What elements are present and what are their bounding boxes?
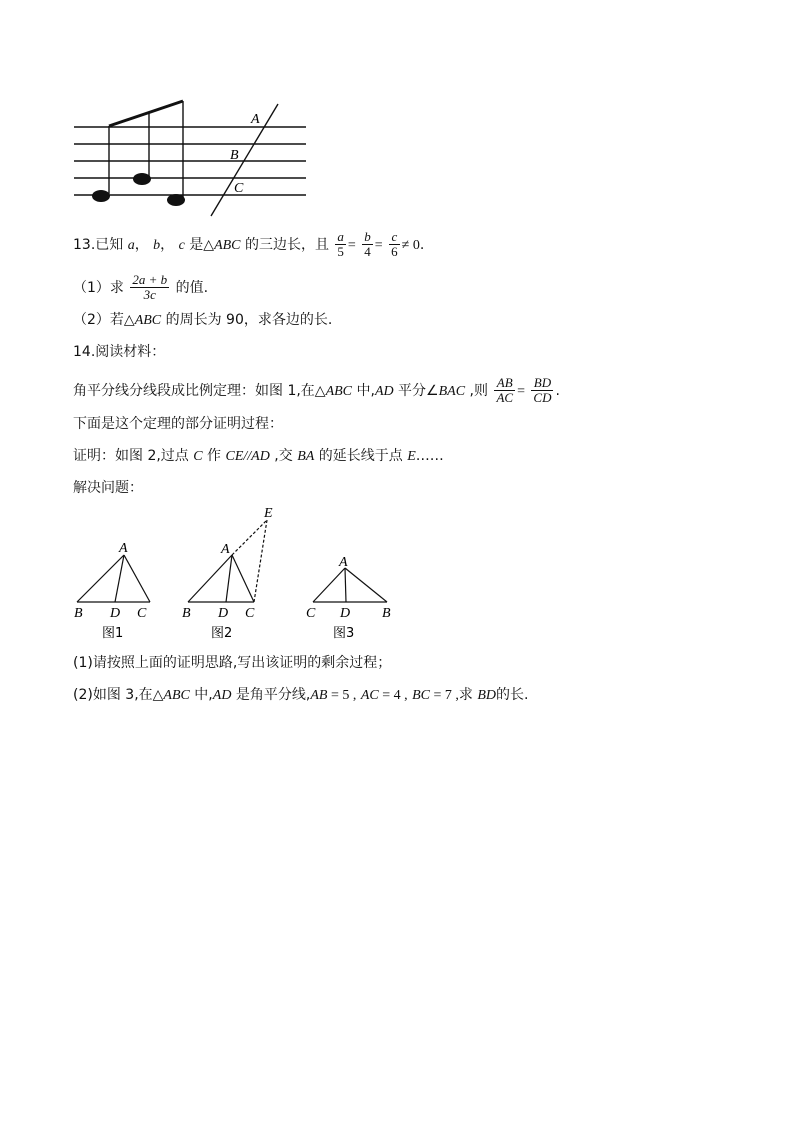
segment-bc: BC [412,688,430,703]
fraction-b-4 [362,230,373,260]
q13-prefix: 13.已知 [73,236,124,253]
fraction-ab-ac [494,376,515,406]
point-a-label: A [251,112,260,127]
q13-part2-prefix: （2）若△ [73,312,135,328]
angle-bac: BAC [438,383,466,399]
ellipsis: …… [415,448,444,464]
segment-ab: AB [310,688,328,703]
segment-ac: AC [360,688,379,703]
q13-part1-prefix: （1）求 [73,279,124,296]
part2-text: 中, [189,687,213,703]
theorem-text: ,则 [465,382,488,399]
equals-sign: = [347,237,356,253]
part2-text: 是角平分线, [231,687,311,703]
numerator: BD [531,376,553,391]
segment-ad: AD [374,383,394,399]
fig2-label-e: E [264,506,273,521]
q14-part2 [73,685,528,706]
triangle-figures [65,500,405,648]
numerator: b [364,229,371,244]
fig2-label-d: D [218,606,229,621]
q13-part2-suffix: 的周长为 90，求各边的长. [161,312,333,328]
segment-ba: BA [297,449,315,464]
theorem-text: 中, [352,382,375,399]
theorem-text: 平分∠ [393,382,439,399]
segment-ad: AD [212,688,232,703]
denominator: 5 [337,244,344,260]
q14-theorem [73,376,560,406]
fig3-label-c: C [306,606,316,621]
q13-part1 [73,273,208,303]
proof-intro-text: 下面是这个定理的部分证明过程： [73,416,283,432]
point-c: C [193,449,203,464]
equals-sign: = [517,383,525,399]
point-c-label: C [234,181,244,196]
sep: ， [134,236,149,253]
fraction-c-6 [389,230,400,260]
triangle-name: ABC [325,383,353,399]
q13-statement [73,230,424,260]
proof-text: ,交 [269,448,293,464]
theorem-text: 角平分线分线段成比例定理：如图 1,在△ [73,382,326,399]
denominator: 6 [391,244,398,260]
fig1-label-a: A [119,541,128,556]
numerator: AB [494,376,515,391]
q14-title [73,342,165,362]
note-head-1 [92,190,110,202]
fig1-label-b: B [74,606,83,621]
var-a: a [127,237,135,253]
sep: ， [160,236,175,253]
proof-text: 作 [202,448,222,464]
point-e: E [407,449,416,464]
note-head-3 [167,194,185,206]
parallel-ce-ad: CE//AD [225,449,270,464]
note-head-2 [133,173,151,185]
numerator: 2a + b [132,272,168,287]
triangle-name: ABC [163,688,190,703]
fig2-label-a: A [221,542,230,557]
proof-text: 证明：如图 2,过点 [73,448,189,464]
proof-text: 的延长线于点 [314,448,403,464]
fig3-label-d: D [340,606,351,621]
fig2-label-b: B [182,606,191,621]
fig2-caption: 图2 [211,626,233,641]
part2-text: (2)如图 3,在△ [73,687,164,703]
q14-proof-intro [73,414,283,434]
fig1-label-d: D [110,606,121,621]
music-staff-figure [60,95,320,225]
figure-2 [182,506,273,641]
figure-1 [74,541,150,641]
transversal-line [211,104,278,216]
segment-bd: BD [477,688,496,703]
period: . [555,382,560,399]
point-b-label: B [230,148,239,163]
fig1-label-c: C [137,606,147,621]
q14-part1 [73,653,391,673]
numerator: a [337,229,344,244]
part2-text: 求 [458,687,473,703]
fraction-2a-b-over-3c [130,273,169,303]
fig3-label-a: A [339,555,348,570]
q14-solve-heading [73,478,143,498]
q13-part2 [73,310,332,331]
q13-part1-suffix: 的值. [175,279,209,296]
fraction-a-5 [335,230,346,260]
q14-title-text: 14.阅读材料： [73,344,166,360]
denominator: AC [496,390,514,406]
bc-value: = 7 , [429,688,459,703]
part2-text: 的长. [495,687,529,703]
not-equal-zero: ≠ 0 [401,237,420,253]
denominator: 3c [143,287,156,303]
fig1-caption: 图1 [102,626,124,641]
fig3-label-b: B [382,606,391,621]
q13-text: 的三边长，且 [240,236,329,253]
ac-value: = 4 , [378,688,408,703]
numerator: c [389,230,400,245]
solve-text: 解决问题： [73,480,143,496]
ab-value: = 5 , [327,688,357,703]
triangle-name: ABC [134,313,162,328]
denominator: 4 [364,244,371,260]
fraction-bd-cd [531,376,553,406]
var-b: b [153,237,161,253]
figure-3 [306,555,391,641]
var-c: c [178,237,185,253]
fig2-label-c: C [245,606,255,621]
period: . [419,236,425,253]
denominator: CD [533,390,552,406]
q13-text: 是△ [184,236,215,253]
part1-text: (1)请按照上面的证明思路,写出该证明的剩余过程； [73,655,392,671]
q14-proof [73,446,444,467]
fig3-caption: 图3 [333,626,355,641]
equals-sign: = [374,237,383,253]
note-beam [109,101,183,126]
triangle-name: ABC [214,237,241,253]
